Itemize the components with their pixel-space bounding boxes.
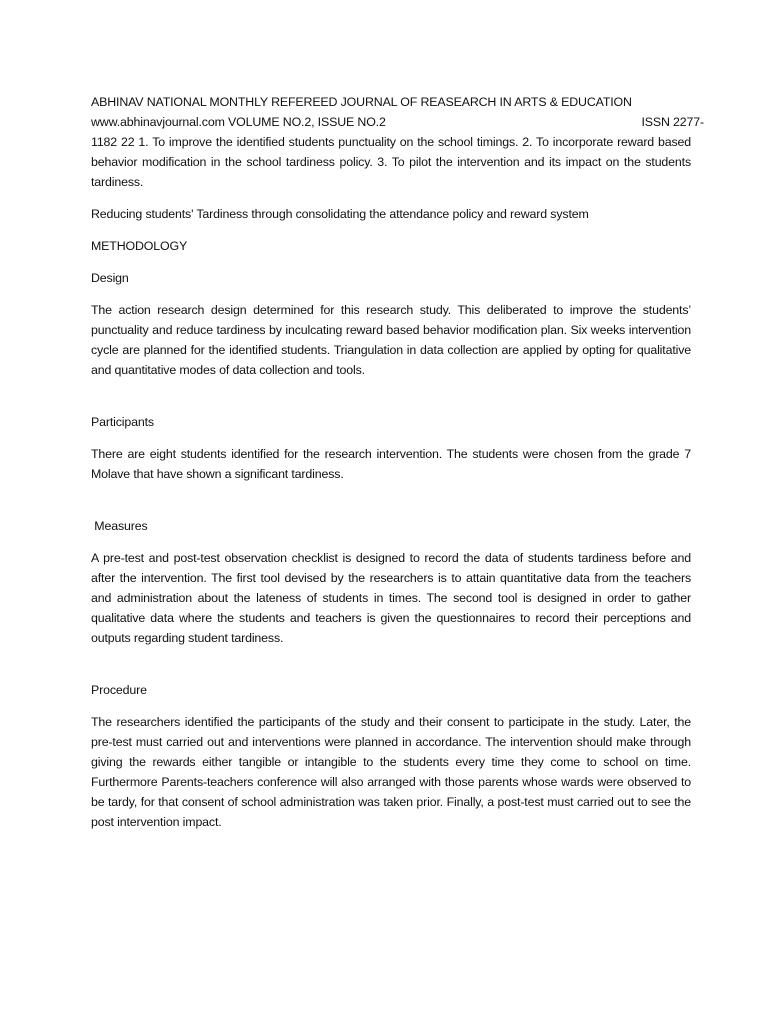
participants-paragraph: There are eight students identified for the research intervention. The students were chosen from the grade 7 Molave that have shown a significant tardiness. bbox=[91, 447, 691, 481]
participants-heading: Participants bbox=[91, 415, 154, 429]
design-heading: Design bbox=[91, 271, 129, 285]
procedure-paragraph: The researchers identified the participants of the study and their consent to participate in the study. Later, the pre-test must carried out and interventions were planned in accordance. The intervention should make through giving the rewards either tangible or intangible to the students every time they come to school on time. Furthermore Parents-teachers conference will also arranged with those parents whose wards were observed to be tardy, for that consent of school administration was taken prior. Finally, a post-test must carried out to see the post intervention impact. bbox=[91, 715, 691, 829]
methodology-heading: METHODOLOGY bbox=[91, 239, 188, 253]
journal-website-volume bbox=[91, 112, 704, 132]
measures-heading: Measures bbox=[91, 519, 148, 533]
journal-title: ABHINAV NATIONAL MONTHLY REFEREED JOURNAL OF REASEARCH IN ARTS & EDUCATION bbox=[91, 95, 632, 109]
measures-paragraph: A pre-test and post-test observation checklist is designed to record the data of students tardiness before and after the intervention. The first tool devised by the researchers is to attain quantitative data from the teachers and administration about the lateness of students in times. The second tool is designed in order to gather qualitative data where the students and teachers is given the questionnaires to record their perceptions and outputs regarding student tardiness. bbox=[91, 551, 691, 645]
paper-title: Reducing students' Tardiness through consolidating the attendance policy and reward system bbox=[91, 207, 589, 221]
objectives-text: 1182 22 1. To improve the identified students punctuality on the school timings. 2. To incorporate reward based behavior modification in the school tardiness policy. 3. To pilot the intervention and its impact on the students tardiness. bbox=[91, 135, 691, 189]
design-paragraph: The action research design determined for this research study. This deliberated to improve the students’ punctuality and reduce tardiness by inculcating reward based behavior modification plan. Six weeks intervention cycle are planned for the identified students. Triangulation in data collection are applied by opting for qualitative and quantitative modes of data collection and tools. bbox=[91, 303, 691, 377]
procedure-heading: Procedure bbox=[91, 683, 147, 697]
journal-header bbox=[91, 92, 704, 192]
website-volume-text: www.abhinavjournal.com VOLUME NO.2, ISSUE NO.2 bbox=[91, 115, 386, 129]
document-body bbox=[91, 92, 704, 832]
issn-text: ISSN 2277- bbox=[641, 115, 704, 129]
